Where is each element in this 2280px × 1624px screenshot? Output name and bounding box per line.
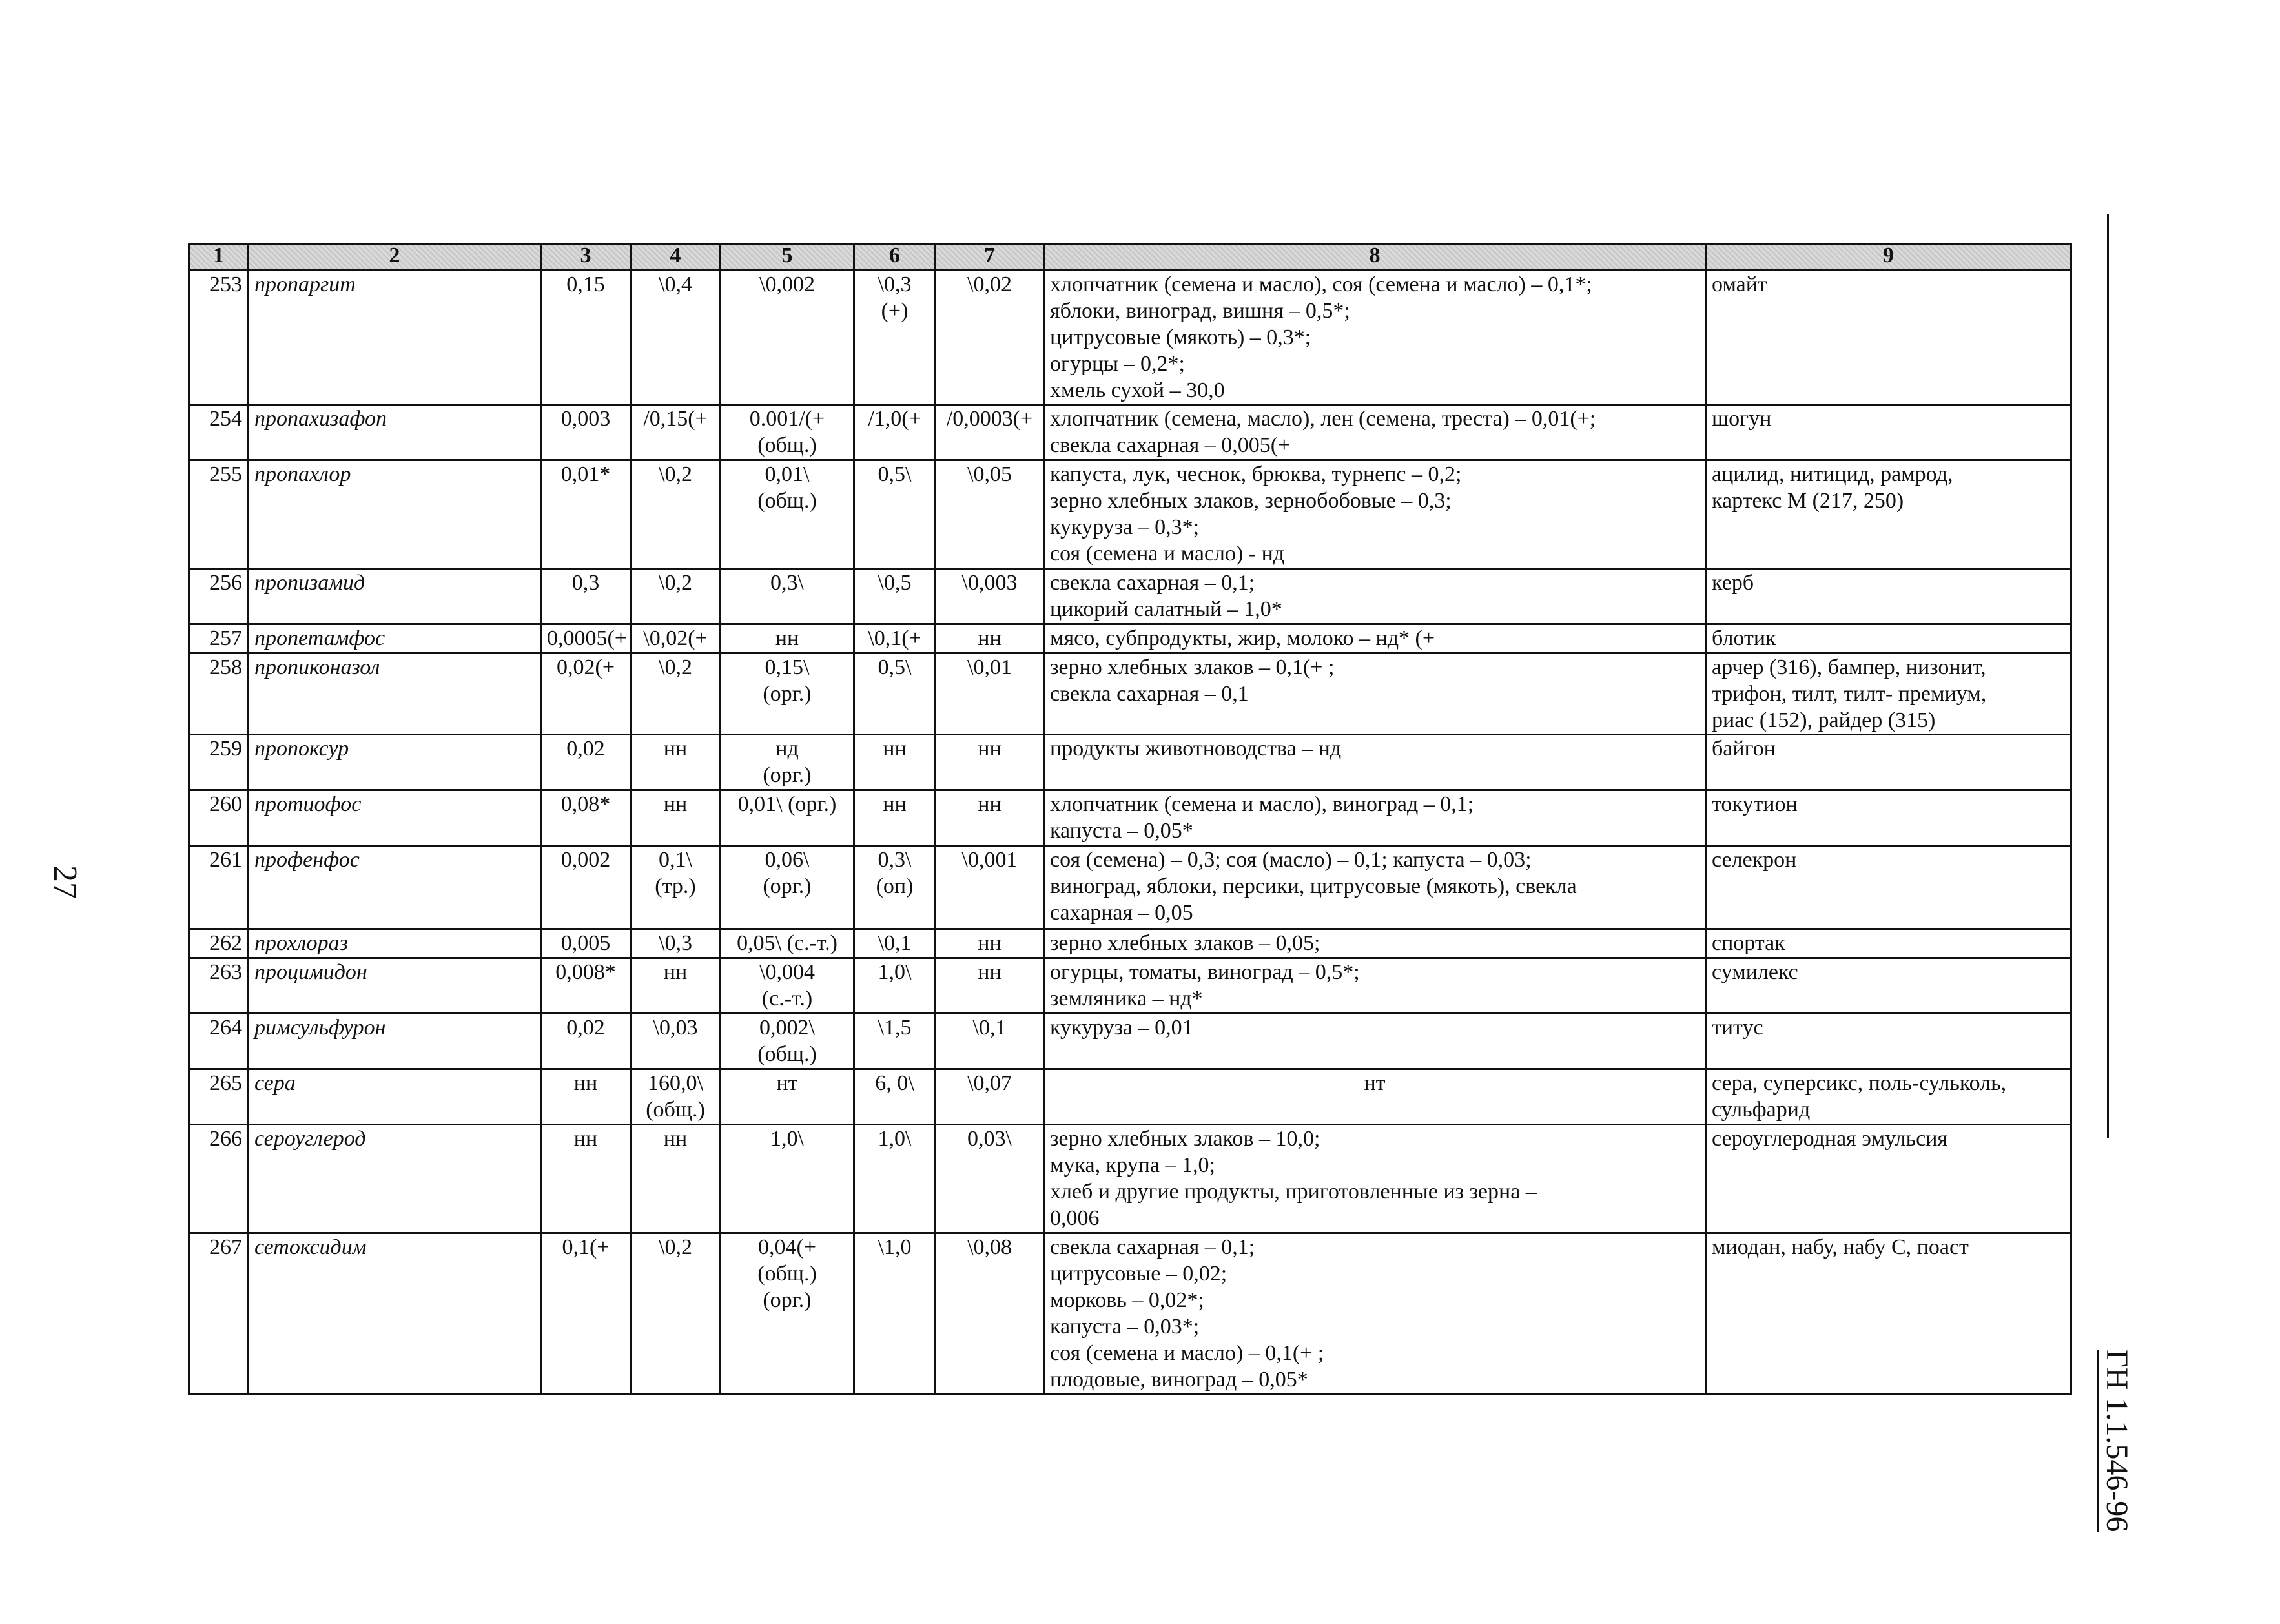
cell-trade-names: спортак (1706, 929, 2071, 958)
cell-col4: /0,15(+ (631, 405, 721, 460)
cell-col5: 0.001/(+ (общ.) (721, 405, 854, 460)
cell-trade-names: байгон (1706, 735, 2071, 790)
cell-products: свекла сахарная – 0,1; цикорий салатный – 1,0* (1044, 569, 1706, 624)
cell-col5: 0,15\ (орг.) (721, 653, 854, 735)
cell-products: капуста, лук, чеснок, брюква, турнепс – 0,2; зерно хлебных злаков, зернобобовые – 0,3; кукуруза – 0,3*; соя (семена и масло) - нд (1044, 460, 1706, 569)
cell-col7: \0,003 (936, 569, 1044, 624)
cell-col3: 0,08* (541, 790, 631, 846)
cell-trade-names: керб (1706, 569, 2071, 624)
cell-col5: 1,0\ (721, 1125, 854, 1233)
cell-col6: \0,1(+ (854, 624, 936, 653)
cell-substance-name: пропаргит (249, 271, 541, 405)
cell-col7: \0,1 (936, 1014, 1044, 1069)
cell-col7: \0,001 (936, 846, 1044, 929)
document-code: ГН 1.1.546-96 (2097, 1350, 2135, 1532)
cell-trade-names: титус (1706, 1014, 2071, 1069)
cell-col5: 0,01\ (орг.) (721, 790, 854, 846)
cell-substance-name: сера (249, 1069, 541, 1125)
cell-substance-name: процимидон (249, 958, 541, 1014)
cell-trade-names: сероуглеродная эмульсия (1706, 1125, 2071, 1233)
cell-substance-name: пропизамид (249, 569, 541, 624)
column-header: 8 (1044, 244, 1706, 271)
cell-number: 255 (189, 460, 249, 569)
cell-products: кукуруза – 0,01 (1044, 1014, 1706, 1069)
column-header: 9 (1706, 244, 2071, 271)
table-header-row (189, 244, 2071, 271)
cell-col7: нн (936, 929, 1044, 958)
cell-products: хлопчатник (семена, масло), лен (семена, треста) – 0,01(+; свекла сахарная – 0,005(+ (1044, 405, 1706, 460)
cell-col6: \1,0 (854, 1233, 936, 1394)
cell-products: свекла сахарная – 0,1; цитрусовые – 0,02; морковь – 0,02*; капуста – 0,03*; соя (семена и масло) – 0,1(+ ; плодовые, виноград – 0,05* (1044, 1233, 1706, 1394)
cell-substance-name: пропоксур (249, 735, 541, 790)
cell-col4: \0,3 (631, 929, 721, 958)
table-row (189, 653, 2071, 735)
cell-col6: \0,1 (854, 929, 936, 958)
cell-number: 253 (189, 271, 249, 405)
cell-number: 256 (189, 569, 249, 624)
cell-col6: 0,3\ (оп) (854, 846, 936, 929)
cell-number: 265 (189, 1069, 249, 1125)
cell-number: 259 (189, 735, 249, 790)
cell-trade-names: арчер (316), бампер, низонит, трифон, тилт, тилт- премиум, риас (152), райдер (315) (1706, 653, 2071, 735)
cell-col4: нн (631, 958, 721, 1014)
cell-substance-name: сетоксидим (249, 1233, 541, 1394)
table-row (189, 1125, 2071, 1233)
cell-col3: нн (541, 1069, 631, 1125)
cell-col6: 6, 0\ (854, 1069, 936, 1125)
cell-products: продукты животноводства – нд (1044, 735, 1706, 790)
cell-substance-name: протиофос (249, 790, 541, 846)
cell-products: соя (семена) – 0,3; соя (масло) – 0,1; капуста – 0,03; виноград, яблоки, персики, цитрусовые (мякоть), свекла сахарная – 0,05 (1044, 846, 1706, 929)
table-row (189, 958, 2071, 1014)
cell-trade-names: селекрон (1706, 846, 2071, 929)
table-row (189, 735, 2071, 790)
table-row (189, 790, 2071, 846)
cell-col4: \0,2 (631, 460, 721, 569)
cell-col4: \0,2 (631, 569, 721, 624)
cell-substance-name: римсульфурон (249, 1014, 541, 1069)
table-row (189, 846, 2071, 929)
cell-col3: 0,15 (541, 271, 631, 405)
cell-col3: 0,02 (541, 1014, 631, 1069)
cell-col3: 0,02(+ (541, 653, 631, 735)
cell-col4: нн (631, 1125, 721, 1233)
cell-col4: 0,1\ (тр.) (631, 846, 721, 929)
cell-col5: \0,002 (721, 271, 854, 405)
cell-col5: 0,3\ (721, 569, 854, 624)
cell-col7: нн (936, 958, 1044, 1014)
cell-products: зерно хлебных злаков – 0,05; (1044, 929, 1706, 958)
cell-col6: нн (854, 790, 936, 846)
cell-col3: нн (541, 1125, 631, 1233)
cell-trade-names: омайт (1706, 271, 2071, 405)
cell-products: нт (1044, 1069, 1706, 1125)
cell-col5: 0,06\ (орг.) (721, 846, 854, 929)
column-header: 6 (854, 244, 936, 271)
table-row (189, 271, 2071, 405)
cell-col6: нн (854, 735, 936, 790)
column-header: 3 (541, 244, 631, 271)
cell-col3: 0,3 (541, 569, 631, 624)
cell-trade-names: шогун (1706, 405, 2071, 460)
cell-trade-names: миодан, набу, набу С, поаст (1706, 1233, 2071, 1394)
cell-col3: 0,1(+ (541, 1233, 631, 1394)
cell-col7: нн (936, 790, 1044, 846)
cell-trade-names: токутион (1706, 790, 2071, 846)
cell-col6: 0,5\ (854, 653, 936, 735)
cell-number: 262 (189, 929, 249, 958)
cell-col7: \0,08 (936, 1233, 1044, 1394)
cell-col3: 0,0005(+ (541, 624, 631, 653)
cell-col7: /0,0003(+ (936, 405, 1044, 460)
cell-col4: \0,2 (631, 653, 721, 735)
cell-substance-name: сероуглерод (249, 1125, 541, 1233)
table-row (189, 929, 2071, 958)
cell-substance-name: пропахлор (249, 460, 541, 569)
cell-number: 267 (189, 1233, 249, 1394)
cell-col6: \1,5 (854, 1014, 936, 1069)
cell-substance-name: профенфос (249, 846, 541, 929)
cell-trade-names: блотик (1706, 624, 2071, 653)
cell-col3: 0,005 (541, 929, 631, 958)
table-row (189, 1014, 2071, 1069)
cell-products: хлопчатник (семена и масло), виноград – 0,1; капуста – 0,05* (1044, 790, 1706, 846)
cell-col7: \0,07 (936, 1069, 1044, 1125)
cell-col5: 0,01\ (общ.) (721, 460, 854, 569)
cell-number: 254 (189, 405, 249, 460)
cell-col7: нн (936, 624, 1044, 653)
data-table (188, 243, 2072, 1395)
column-header: 2 (249, 244, 541, 271)
cell-col5: нд (орг.) (721, 735, 854, 790)
cell-col7: 0,03\ (936, 1125, 1044, 1233)
cell-col6: \0,3 (+) (854, 271, 936, 405)
cell-products: мясо, субпродукты, жир, молоко – нд* (+ (1044, 624, 1706, 653)
cell-number: 264 (189, 1014, 249, 1069)
cell-number: 261 (189, 846, 249, 929)
cell-products: огурцы, томаты, виноград – 0,5*; земляника – нд* (1044, 958, 1706, 1014)
column-header: 4 (631, 244, 721, 271)
cell-col7: \0,02 (936, 271, 1044, 405)
cell-col3: 0,01* (541, 460, 631, 569)
cell-number: 263 (189, 958, 249, 1014)
cell-col3: 0,008* (541, 958, 631, 1014)
cell-col3: 0,02 (541, 735, 631, 790)
cell-trade-names: сумилекс (1706, 958, 2071, 1014)
cell-products: зерно хлебных злаков – 10,0; мука, крупа – 1,0; хлеб и другие продукты, приготовленные из зерна – 0,006 (1044, 1125, 1706, 1233)
cell-number: 258 (189, 653, 249, 735)
cell-number: 266 (189, 1125, 249, 1233)
cell-number: 260 (189, 790, 249, 846)
cell-col7: \0,05 (936, 460, 1044, 569)
cell-col4: нн (631, 735, 721, 790)
table-row (189, 460, 2071, 569)
table-row (189, 1233, 2071, 1394)
cell-products: хлопчатник (семена и масло), соя (семена и масло) – 0,1*; яблоки, виноград, вишня – 0,5*; цитрусовые (мякоть) – 0,3*; огурцы – 0,2*; хмель сухой – 30,0 (1044, 271, 1706, 405)
table-body (189, 271, 2071, 1394)
cell-col5: нн (721, 624, 854, 653)
cell-substance-name: пропиконазол (249, 653, 541, 735)
cell-col4: \0,4 (631, 271, 721, 405)
cell-col3: 0,002 (541, 846, 631, 929)
cell-col7: \0,01 (936, 653, 1044, 735)
cell-number: 257 (189, 624, 249, 653)
column-header: 7 (936, 244, 1044, 271)
table-row (189, 624, 2071, 653)
cell-col4: \0,2 (631, 1233, 721, 1394)
cell-col3: 0,003 (541, 405, 631, 460)
cell-col6: \0,5 (854, 569, 936, 624)
cell-col4: \0,02(+ (631, 624, 721, 653)
column-header: 5 (721, 244, 854, 271)
column-header: 1 (189, 244, 249, 271)
right-margin-rule (2107, 214, 2109, 1138)
cell-col5: 0,002\ (общ.) (721, 1014, 854, 1069)
cell-trade-names: ацилид, нитицид, рамрод, картекс М (217, 250) (1706, 460, 2071, 569)
cell-col5: 0,05\ (с.-т.) (721, 929, 854, 958)
cell-substance-name: пропахизафоп (249, 405, 541, 460)
cell-col6: 1,0\ (854, 958, 936, 1014)
cell-col6: 1,0\ (854, 1125, 936, 1233)
cell-col5: 0,04(+ (общ.) (орг.) (721, 1233, 854, 1394)
cell-col4: \0,03 (631, 1014, 721, 1069)
cell-col4: 160,0\ (общ.) (631, 1069, 721, 1125)
cell-col5: нт (721, 1069, 854, 1125)
cell-col5: \0,004 (с.-т.) (721, 958, 854, 1014)
table-row (189, 405, 2071, 460)
cell-trade-names: сера, суперсикс, поль-сульколь, сульфарид (1706, 1069, 2071, 1125)
table-row (189, 1069, 2071, 1125)
cell-col6: /1,0(+ (854, 405, 936, 460)
cell-substance-name: прохлораз (249, 929, 541, 958)
table-row (189, 569, 2071, 624)
cell-col7: нн (936, 735, 1044, 790)
cell-col6: 0,5\ (854, 460, 936, 569)
cell-products: зерно хлебных злаков – 0,1(+ ; свекла сахарная – 0,1 (1044, 653, 1706, 735)
cell-substance-name: пропетамфос (249, 624, 541, 653)
page-number: 27 (46, 865, 83, 899)
cell-col4: нн (631, 790, 721, 846)
